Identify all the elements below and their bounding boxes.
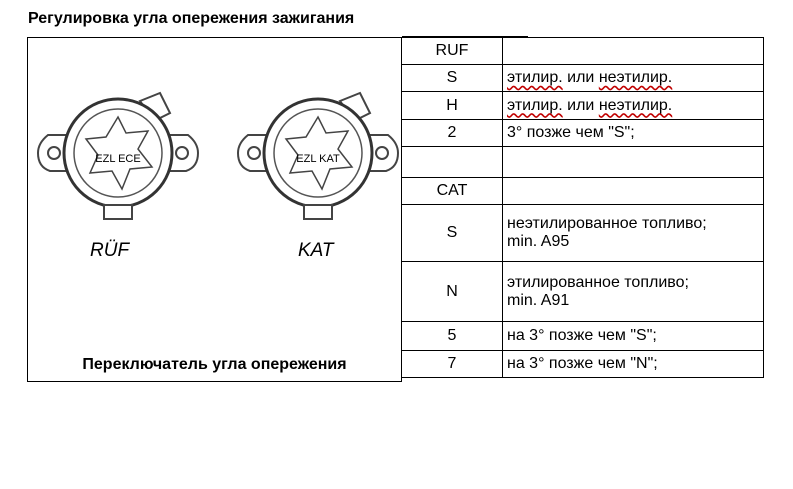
dial-drawings <box>28 38 401 338</box>
code-cell: S <box>402 205 503 262</box>
description-fragment: неэтилир. <box>598 96 673 114</box>
description-fragment: неэтилир. <box>598 69 673 86</box>
description-cell <box>503 92 764 120</box>
settings-table <box>401 37 764 378</box>
description-cell: неэтилированное топливо; min. A95 <box>503 205 764 262</box>
code-cell: RUF <box>402 38 503 65</box>
kat-dial-text: EZL KAT <box>296 153 340 165</box>
code-cell: CAT <box>402 178 503 205</box>
table-row <box>402 351 764 378</box>
diagram-panel <box>27 37 402 382</box>
kat-label: KAT <box>298 240 334 261</box>
description-cell <box>503 65 764 92</box>
description-fragment: этилир. <box>507 96 563 114</box>
code-cell: H <box>402 92 503 120</box>
table-row <box>402 38 764 65</box>
table-row <box>402 322 764 351</box>
description-cell: на 3° позже чем "N"; <box>503 351 764 378</box>
description-fragment: этилир. <box>507 69 563 86</box>
description-fragment: или <box>562 69 599 86</box>
table-row <box>402 147 764 178</box>
table-row <box>402 92 764 120</box>
table-row <box>402 120 764 147</box>
table-row <box>402 65 764 92</box>
description-cell: на 3° позже чем "S"; <box>503 322 764 351</box>
ruf-label: RÜF <box>90 240 130 261</box>
document-title: Регулировка угла опережения зажигания <box>28 10 355 27</box>
description-fragment: или <box>562 96 599 114</box>
code-cell: S <box>402 65 503 92</box>
description-cell <box>503 147 764 178</box>
ruf-dial-text: EZL ECE <box>95 153 141 165</box>
table-row <box>402 178 764 205</box>
description-cell: 3° позже чем "S"; <box>503 120 764 147</box>
code-cell <box>402 147 503 178</box>
code-cell: 5 <box>402 322 503 351</box>
code-cell: 2 <box>402 120 503 147</box>
description-cell: этилированное топливо; min. A91 <box>503 262 764 322</box>
description-cell <box>503 38 764 65</box>
table-row <box>402 262 764 322</box>
diagram-caption: Переключатель угла опережения <box>82 356 347 373</box>
code-cell: 7 <box>402 351 503 378</box>
table-row <box>402 205 764 262</box>
code-cell: N <box>402 262 503 322</box>
description-cell <box>503 178 764 205</box>
